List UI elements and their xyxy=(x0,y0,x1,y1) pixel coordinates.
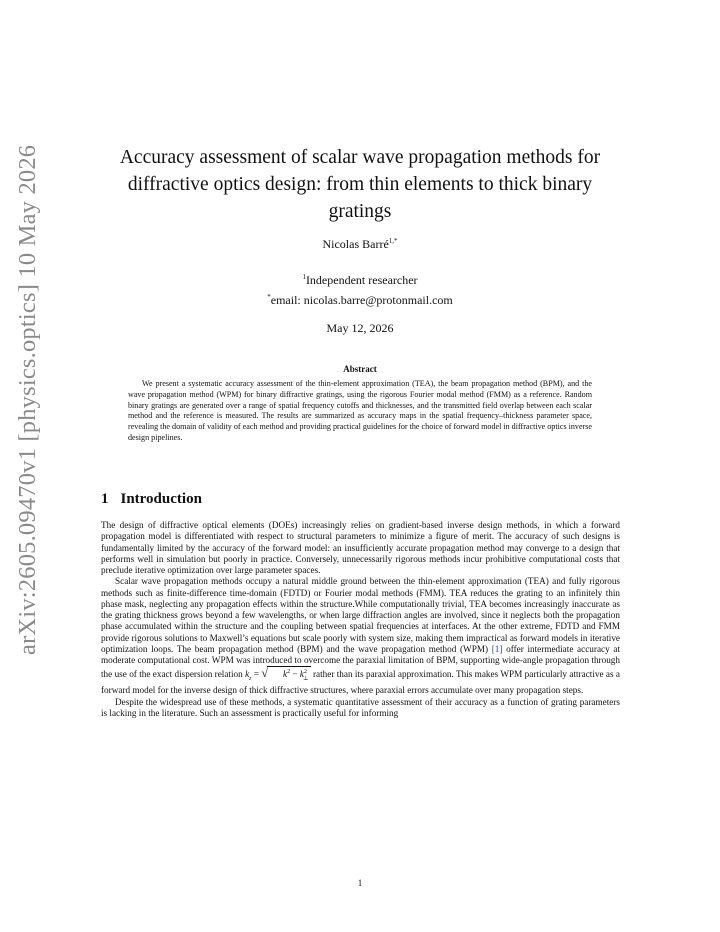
paragraph-3: Despite the widespread use of these methods, a systematic quantitative assessment of their accuracy as a function of grating parameters is lacking in the literature. Such an assessment is practically useful for informing xyxy=(101,696,620,718)
affiliation-block xyxy=(0,269,720,309)
dispersion-equation: $k_z$ = √ $k^2 - k^2_\perp$ xyxy=(245,666,309,683)
email-text: email: nicolas.barre@protonmail.com xyxy=(270,293,453,307)
section-number: 1 xyxy=(101,491,109,507)
email-line xyxy=(0,289,720,309)
abstract-text: We present a systematic accuracy assessment of the thin-element approximation (TEA), the beam propagation method (BPM), and the wave propagation method (WPM) for binary diffractive gratings, using the rigorous Fourier modal method (FMM) as a reference. Random binary gratings are generated over a range of spatial frequency cutoffs and thicknesses, and the transmitted field overlap between each scalar method and the reference is measured. The results are summarized as accuracy maps in the spatial frequency–thickness parameter space, revealing the domain of validity of each method and providing practical guidelines for the choice of forward model in diffractive optics inverse design pipelines. xyxy=(128,379,592,442)
paper-date: May 12, 2026 xyxy=(326,321,394,335)
paragraph-2-part-b: offer intermediate accuracy at moderate computational cost. WPM was introduced to overcome the paraxial limitation of BPM, supporting wide-angle propagation through the use of the exact dispersion relation xyxy=(101,643,620,680)
page-number: 1 xyxy=(357,878,363,888)
affiliation-mark: 1 xyxy=(302,273,306,281)
email-mark: * xyxy=(267,293,271,301)
paragraph-2 xyxy=(101,576,620,696)
paper-title: Accuracy assessment of scalar wave propagation methods for diffractive optics design: from thin elements to thick binary gratings xyxy=(119,147,601,222)
author-name: Nicolas Barré xyxy=(322,237,389,251)
section-title: Introduction xyxy=(120,491,202,507)
paragraph-2-part-c: rather than its paraxial approximation. This makes WPM particularly attractive as a forward model for the inverse design of thick diffractive structures, where paraxial errors accumulate over many propagation steps. xyxy=(101,669,620,696)
abstract-heading: Abstract xyxy=(343,364,377,374)
paragraph-2-part-a: Scalar wave propagation methods occupy a natural middle ground between the thin-element approximation (TEA) and fully rigorous methods such as finite-difference time-domain (FDTD) or Fourier modal methods (FMM). TEA reduces the grating to an infinitely thin phase mask, neglecting any propagation effects within the structure.While computationally trivial, TEA becomes increasingly inaccurate as the grating thickness grows beyond a few wavelengths, or when large diffraction angles are involved, since it neglects both the propagation phase accumulated within the structure and the coupling between spatial frequencies at interfaces. At the other extreme, FDTD and FMM provide rigorous solutions to Maxwell’s equations but scale poorly with system size, making them impractical as forward models in iterative optimization loops. The beam propagation method (BPM) and the wave propagation method (WPM) xyxy=(101,576,620,654)
paragraph-1: The design of diffractive optical elements (DOEs) increasingly relies on gradient-based inverse design methods, in which a forward propagation model is differentiated with respect to structural parameters to minimize a figure of merit. The accuracy of such designs is fundamentally limited by the accuracy of the forward model: an insufficiently accurate propagation method may converge to a design that performs well in simulation but poorly in practice. Conversely, unnecessarily rigorous methods incur prohibitive computational costs that preclude iterative optimization over large parameter spaces. xyxy=(101,520,620,575)
affiliation-text: Independent researcher xyxy=(305,273,418,287)
affiliation-line xyxy=(0,269,720,289)
citation-link-1[interactable]: [1] xyxy=(491,643,503,654)
body-text xyxy=(101,520,620,719)
arxiv-stamp: arXiv:2605.09470v1 [physics.optics] 10 May 2026 xyxy=(14,144,41,655)
author-line xyxy=(0,237,720,252)
section-heading xyxy=(101,491,202,508)
author-marks: 1,* xyxy=(388,237,398,245)
